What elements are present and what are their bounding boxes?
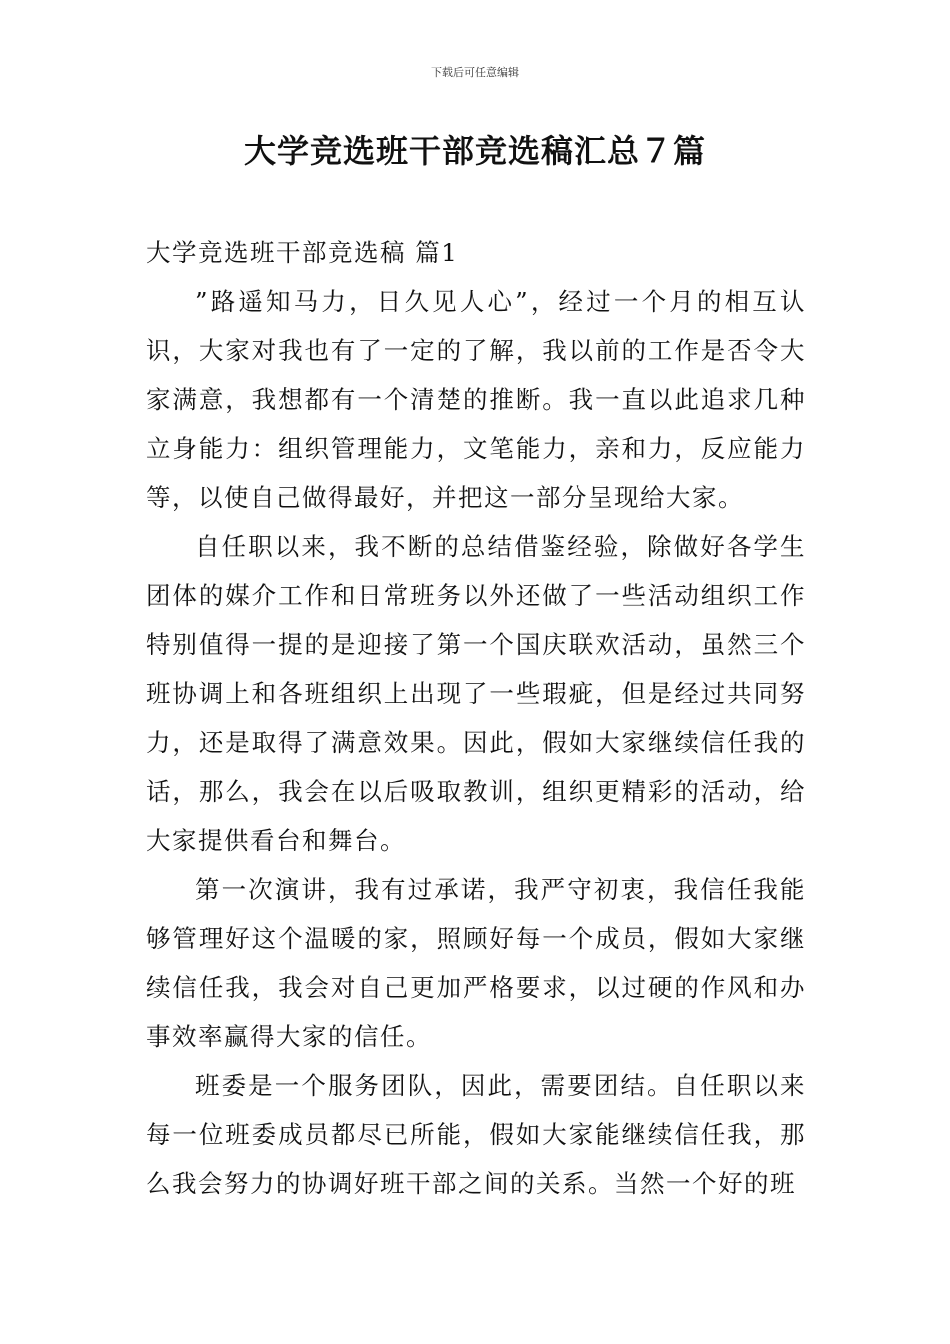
paragraph-4: 班委是一个服务团队，因此，需要团结。自任职以来每一位班委成员都尽已所能，假如大家能继续信任我，那么我会努力的协调好班干部之间的关系。当然一个好的班 [146,1071,806,1198]
header-note: 下载后可任意编辑 [431,66,519,79]
paragraph-3: 第一次演讲，我有过承诺，我严守初衷，我信任我能够管理好这个温暖的家，照顾好每一个成员，假如大家继续信任我，我会对自己更加严格要求，以过硬的作风和办事效率赢得大家的信任。 [146,875,806,1051]
document-title: 大学竞选班干部竞选稿汇总７篇 [243,132,706,170]
paragraph-2: 自任职以来，我不断的总结借鉴经验，除做好各学生团体的媒介工作和日常班务以外还做了一些活动组织工作特别值得一提的是迎接了第一个国庆联欢活动，虽然三个班协调上和各班组织上出现了一些瑕疵，但是经过共同努力，还是取得了满意效果。因此，假如大家继续信任我的话，那么，我会在以后吸取教训，组织更精彩的活动，给大家提供看台和舞台。 [146,532,806,855]
section-heading: 大学竞选班干部竞选稿 篇1 [146,238,459,267]
document-body [146,228,806,1208]
paragraph-1: ”路遥知马力，日久见人心”，经过一个月的相互认识，大家对我也有了一定的了解，我以前的工作是否令大家满意，我想都有一个清楚的推断。我一直以此追求几种立身能力：组织管理能力，文笔能力，亲和力，反应能力等，以使自己做得最好，并把这一部分呈现给大家。 [146,287,806,512]
